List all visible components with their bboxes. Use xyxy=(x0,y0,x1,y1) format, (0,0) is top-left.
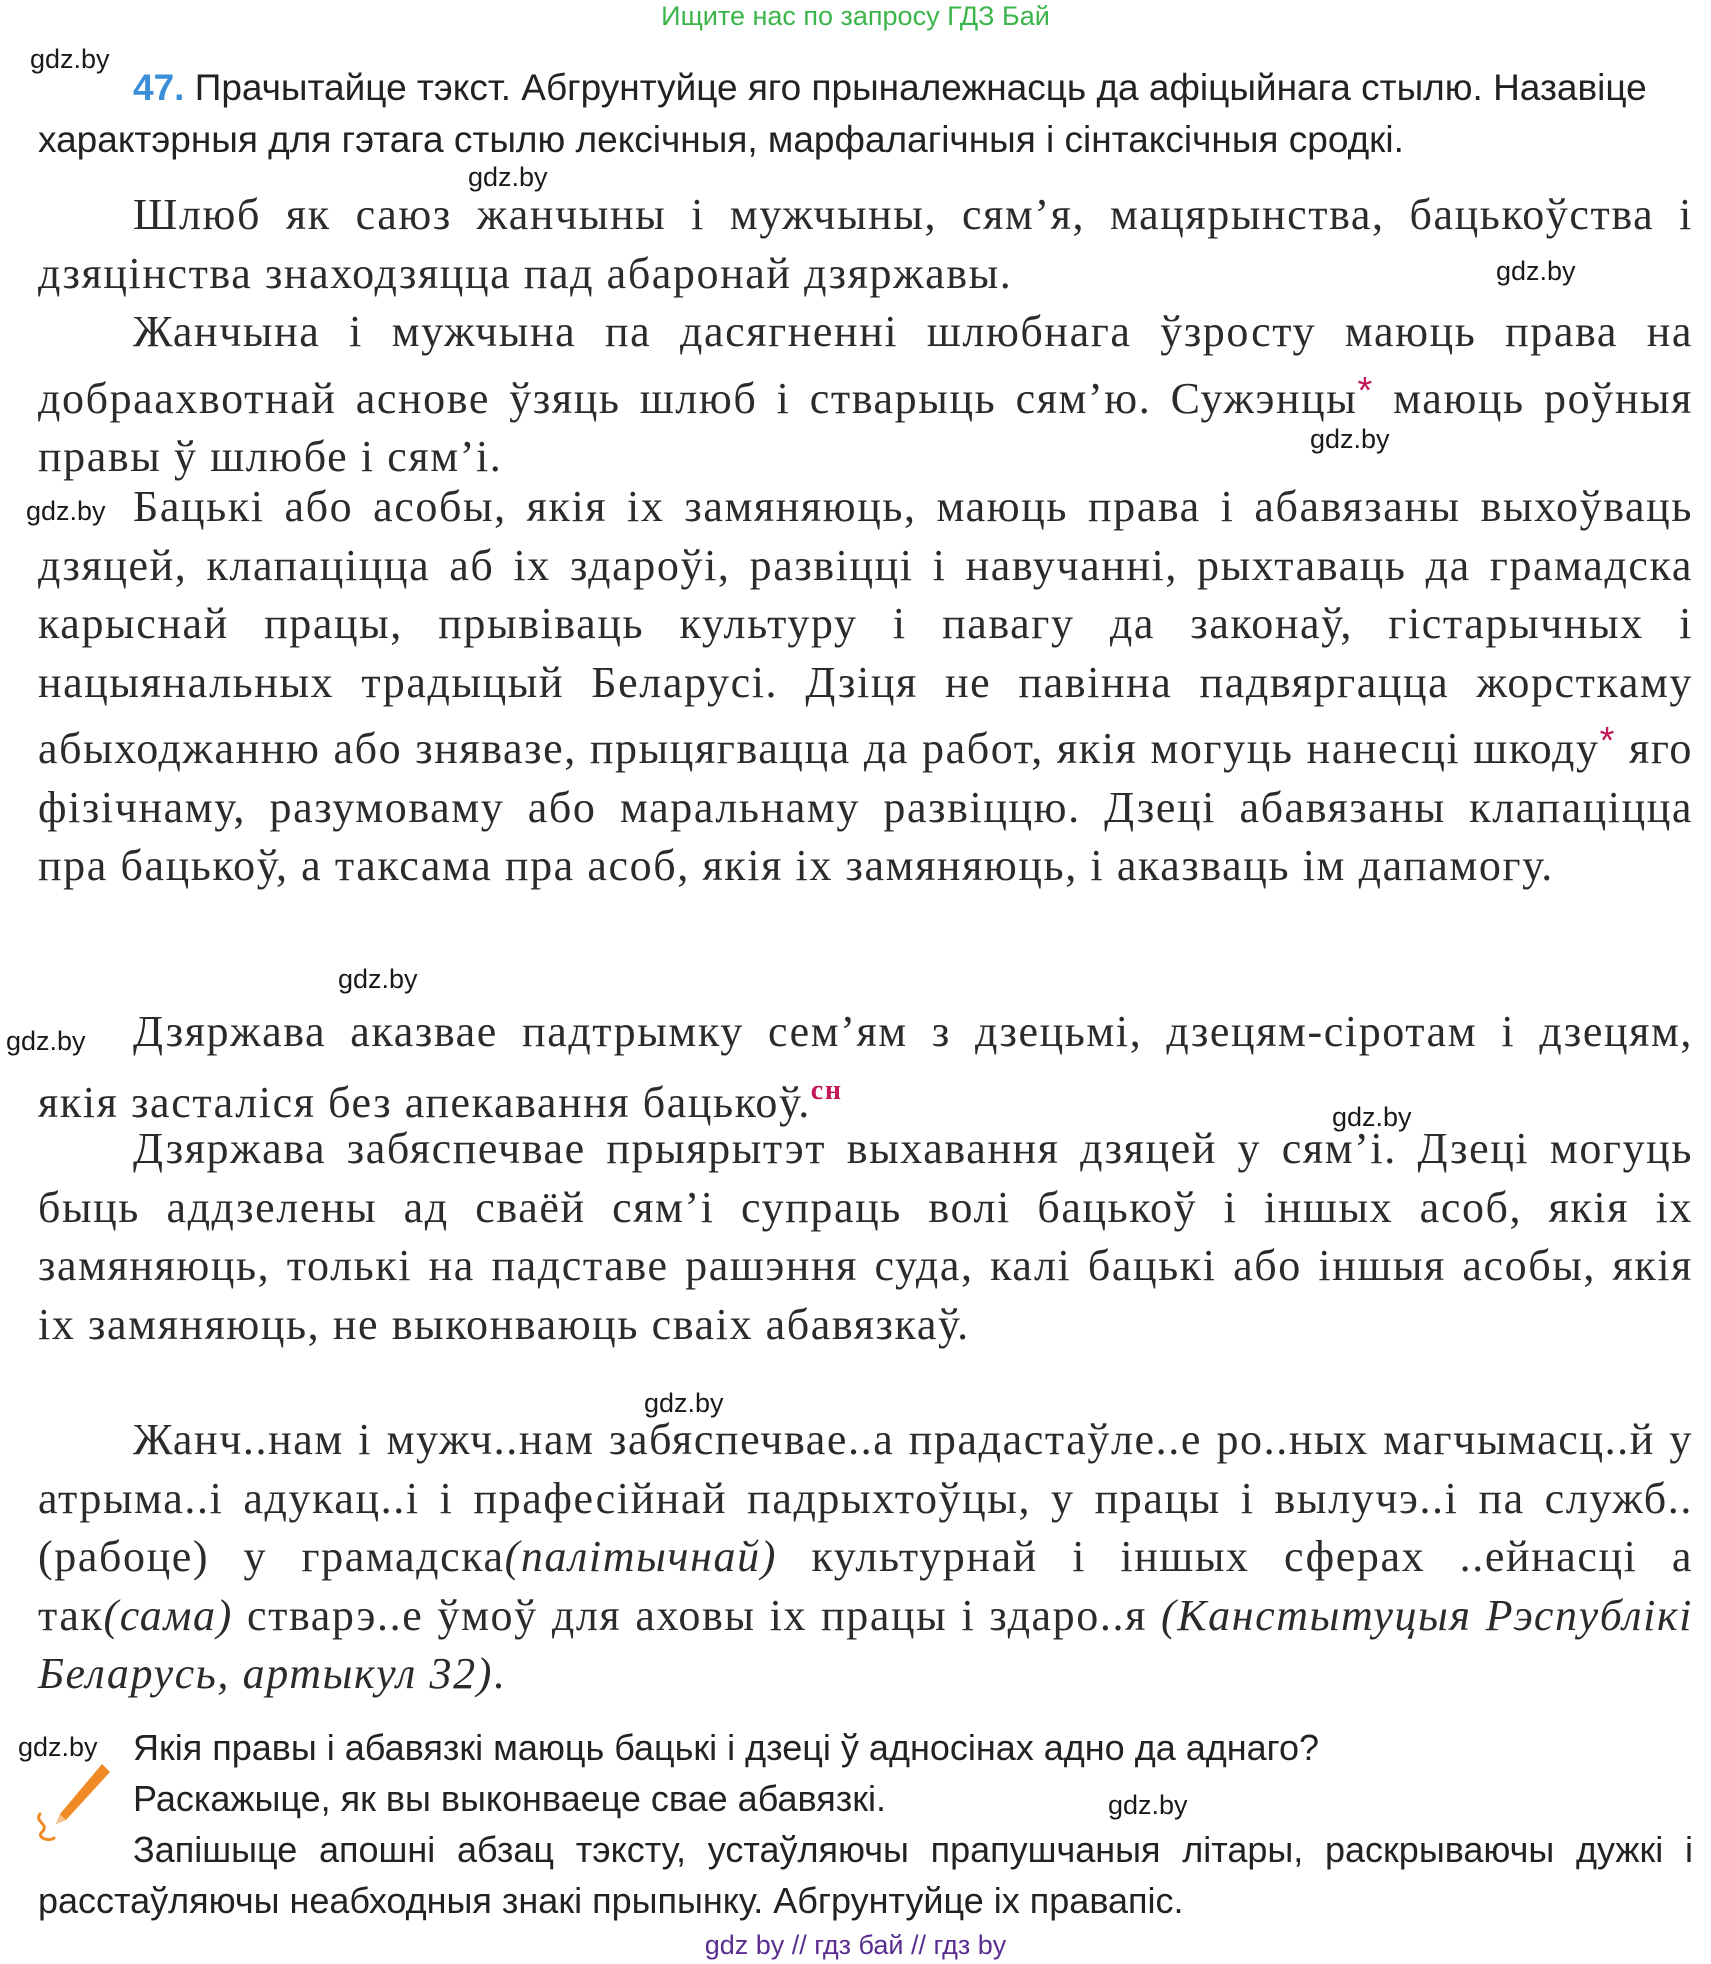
paragraph-6 xyxy=(38,1411,1693,1704)
watermark: gdz.by xyxy=(468,162,548,192)
paragraph-6-bracket-2: (сама) xyxy=(103,1590,233,1640)
paragraph-6-bracket-1: (палітычнай) xyxy=(504,1532,777,1581)
watermark: gdz.by xyxy=(338,964,418,994)
paragraph-6-text-e: стварэ..е ўмоў для аховы іх працы і здаро..я xyxy=(232,1590,1162,1640)
site-banner: Ищите нас по запросу ГДЗ Бай xyxy=(661,1,1050,31)
paragraph-3-text-b: яго фізічнаму, разумоваму або маральнаму развіццю. Дзеці абавязаны клапаціцца пра бацькоў, а таксама пра асоб, якія іх замяняюць, і аказваць ім дапамогу. xyxy=(38,724,1693,890)
watermark: gdz.by xyxy=(1332,1102,1412,1132)
watermark: gdz.by xyxy=(30,44,110,74)
paragraph-6-text-g: . xyxy=(492,1649,506,1698)
paragraph-6-text-a: Жанч..нам і мужч..нам забяспечвае..а прадастаўле..е ро..ных магчымасц..й у атрыма..і адукац..і і прафесійнай падрыхтоўцы, у працы і вылучэ..і па служб.. (рабоце) у грамадска xyxy=(38,1415,1693,1581)
paragraph-2 xyxy=(38,303,1693,487)
paragraph-5: Дзяржава забяспечвае прыярытэт выхавання дзяцей у сям’і. Дзеці могуць быць аддзелены ад сваёй сям’і супраць волі бацькоў і іншых асоб, якія іх замяняюць, толькі на падставе рашэння суда, калі бацькі або іншыя асобы, якія іх замяняюць, не выконваюць сваіх абавязкаў. xyxy=(38,1124,1693,1349)
watermark: gdz.by xyxy=(26,496,106,526)
watermark: gdz.by xyxy=(18,1732,98,1762)
paragraph-3-text-a: Бацькі або асобы, якія іх замяняюць, маюць права і абавязаны выхоўваць дзяцей, клапаціцца аб іх здароўі, развіцці і навучанні, рыхтаваць да грамадска карыснай працы, прывіваць культуру і павагу да законаў, гістарычных і нацыянальных традыцый Беларусі. Дзіця не павінна падвяргацца жорсткаму абыходжанню або знявазе, прыцягвацца да работ, якія могуць нанесці шкоду xyxy=(38,482,1693,773)
watermark: gdz.by xyxy=(6,1026,86,1056)
question-2: Раскажыце, як вы выконваеце свае абавязкі. xyxy=(133,1778,886,1819)
paragraph-2-text-a: Жанчына і мужчына па дасягненні шлюбнага ўзросту маюць права на добраахвотнай аснове ўзяць шлюб і стварыць сям’ю. Сужэнцы xyxy=(38,307,1693,423)
footnote-asterisk: * xyxy=(1599,720,1616,762)
watermark: gdz.by xyxy=(1310,424,1390,454)
footer-links: gdz by // гдз бай // гдз by xyxy=(704,1930,1007,1960)
exercise-instruction xyxy=(38,62,1693,166)
sn-mark: сн xyxy=(810,1074,843,1106)
watermark: gdz.by xyxy=(1108,1790,1188,1820)
watermark: gdz.by xyxy=(644,1388,724,1418)
paragraph-2-text-b: маюць роўныя правы ў шлюбе і сям’і. xyxy=(38,373,1693,481)
paragraph-3 xyxy=(38,478,1693,896)
question-1: Якія правы і абавязкі маюць бацькі і дзеці ў адносінах адно да аднаго? xyxy=(133,1727,1320,1768)
writing-task: Запішыце апошні абзац тэксту, устаўляючы прапушчаныя літары, раскрываючы дужкі і расстаўляючы неабходныя знакі прыпынку. Абгрунтуйце іх правапіс. xyxy=(38,1829,1693,1921)
paragraph-4-text: Дзяржава аказвае падтрымку сем’ям з дзецьмі, дзецям-сіротам і дзецям, якія засталіся без апекавання бацькоў. xyxy=(38,1007,1693,1127)
exercise-number: 47. xyxy=(133,67,185,108)
paragraph-1: Шлюб як саюз жанчыны і мужчыны, сям’я, мацярынства, бацькоўства і дзяцінства знаходзяцца пад абаронай дзяржавы. xyxy=(38,190,1693,298)
source-citation: (Канстытуцыя Рэспублікі Беларусь, артыкул 32) xyxy=(38,1590,1693,1698)
footnote-asterisk: * xyxy=(1357,369,1374,412)
paragraph-6-text-c: культурнай і іншых сферах ..ейнасці а так xyxy=(38,1532,1693,1640)
instruction-text: Прачытайце тэкст. Абгрунтуйце яго прыналежнасць да афіцыйнага стылю. Назавіце характэрныя для гэтага стылю лексічныя, марфалагічныя і сінтаксічныя сродкі. xyxy=(38,67,1647,160)
paragraph-4 xyxy=(38,1003,1693,1132)
watermark: gdz.by xyxy=(1496,256,1576,286)
